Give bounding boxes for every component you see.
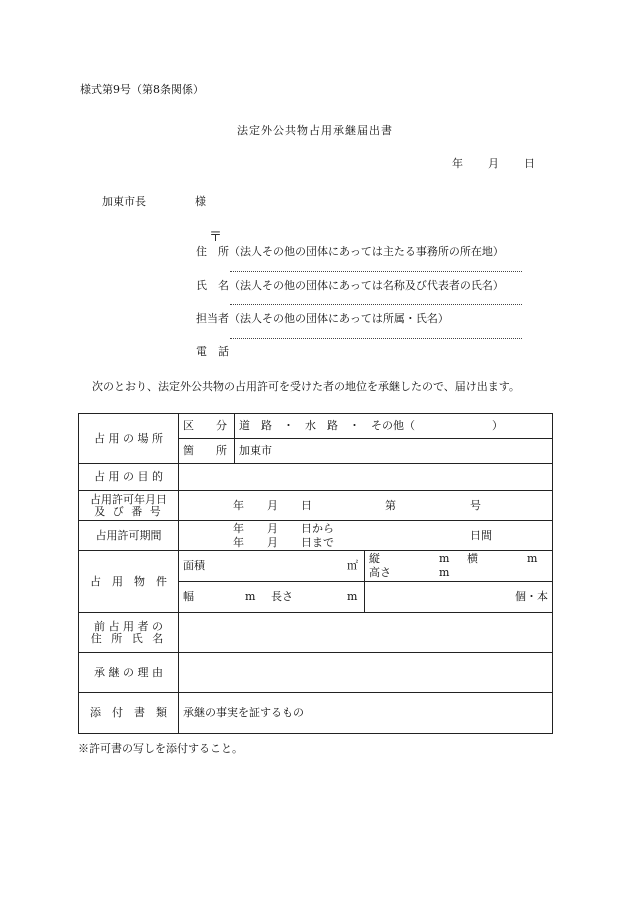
contact-line[interactable] <box>230 338 522 339</box>
name-line[interactable] <box>230 304 522 305</box>
place-value[interactable]: 加東市 <box>235 439 553 464</box>
count-field[interactable]: 個・本 <box>365 582 553 613</box>
length-unit: m <box>347 589 358 603</box>
address-label: 住 所（法人その他の団体にあっては主たる事務所の所在地） <box>196 245 504 258</box>
permit-date-label <box>79 491 179 521</box>
form-title: 法定外公共物占用承継届出書 <box>237 124 393 137</box>
addressee-name: 加東市長 <box>102 195 146 208</box>
permit-period-field[interactable] <box>179 521 553 551</box>
postal-mark: 〒 <box>209 230 223 245</box>
permit-date-field[interactable] <box>179 491 553 521</box>
period-days: 日間 <box>470 528 492 542</box>
period-from-month: 月 <box>267 521 278 535</box>
vertical-label: 縦 <box>369 551 380 565</box>
width-label: 幅 <box>183 589 194 603</box>
height-unit: m <box>439 565 450 579</box>
period-from-year: 年 <box>233 521 244 535</box>
addressee-honorific: 様 <box>195 195 206 208</box>
date-day: 日 <box>524 157 535 170</box>
statement: 次のとおり、法定外公共物の占用許可を受けた者の地位を承継したので、届け出ます。 <box>92 380 520 393</box>
vertical-unit: m <box>439 551 450 565</box>
permit-date-label-line2: 及 び 番 号 <box>94 504 163 518</box>
category-options[interactable]: 道 路 ・ 水 路 ・ その他（ ） <box>235 414 553 439</box>
reason-field[interactable] <box>179 653 553 693</box>
location-label: 占 用 の 場 所 <box>79 414 179 464</box>
date-month: 月 <box>488 157 499 170</box>
previous-occupant-label-line2: 住 所 氏 名 <box>90 631 167 645</box>
permit-day: 日 <box>301 498 312 512</box>
reason-label: 承 継 の 理 由 <box>79 653 179 693</box>
permit-number-prefix: 第 <box>385 498 396 512</box>
address-line[interactable] <box>230 271 522 272</box>
permit-period-label: 占用許可期間 <box>79 521 179 551</box>
dimension-field[interactable] <box>365 551 553 582</box>
name-label: 氏 名（法人その他の団体にあっては名称及び代表者の氏名） <box>196 279 504 292</box>
permit-date-label-line1: 占用許可年月日 <box>90 492 167 506</box>
period-to-month: 月 <box>267 535 278 549</box>
previous-occupant-label <box>79 613 179 653</box>
previous-occupant-label-line1: 前 占 用 者 の <box>94 619 163 633</box>
length-label: 長さ <box>271 589 293 603</box>
purpose-label: 占 用 の 目 的 <box>79 464 179 491</box>
permit-month: 月 <box>267 498 278 512</box>
area-label: 面積 <box>183 558 205 572</box>
width-length-field[interactable] <box>179 582 365 613</box>
permit-number-suffix: 号 <box>470 498 481 512</box>
area-field[interactable] <box>179 551 365 582</box>
notification-table <box>78 413 553 734</box>
purpose-field[interactable] <box>179 464 553 491</box>
category-label: 区 分 <box>179 414 235 439</box>
permit-year: 年 <box>233 498 244 512</box>
phone-label: 電 話 <box>196 345 229 358</box>
horizontal-unit: m <box>527 551 538 565</box>
area-unit: ㎡ <box>347 558 358 572</box>
form-number: 様式第9号（第8条関係） <box>80 83 204 96</box>
period-to-year: 年 <box>233 535 244 549</box>
footnote: ※許可書の写しを添付すること。 <box>78 742 243 755</box>
previous-occupant-field[interactable] <box>179 613 553 653</box>
period-from: 日から <box>301 521 334 535</box>
object-label: 占 用 物 件 <box>79 551 179 613</box>
place-label: 箇 所 <box>179 439 235 464</box>
width-unit: m <box>245 589 256 603</box>
height-label: 高さ <box>369 565 391 579</box>
contact-label: 担当者（法人その他の団体にあっては所属・氏名） <box>196 312 449 325</box>
period-to: 日まで <box>301 535 334 549</box>
attachments-value: 承継の事実を証するもの <box>179 693 553 734</box>
horizontal-label: 横 <box>467 551 478 565</box>
attachments-label: 添 付 書 類 <box>79 693 179 734</box>
date-year: 年 <box>452 157 463 170</box>
